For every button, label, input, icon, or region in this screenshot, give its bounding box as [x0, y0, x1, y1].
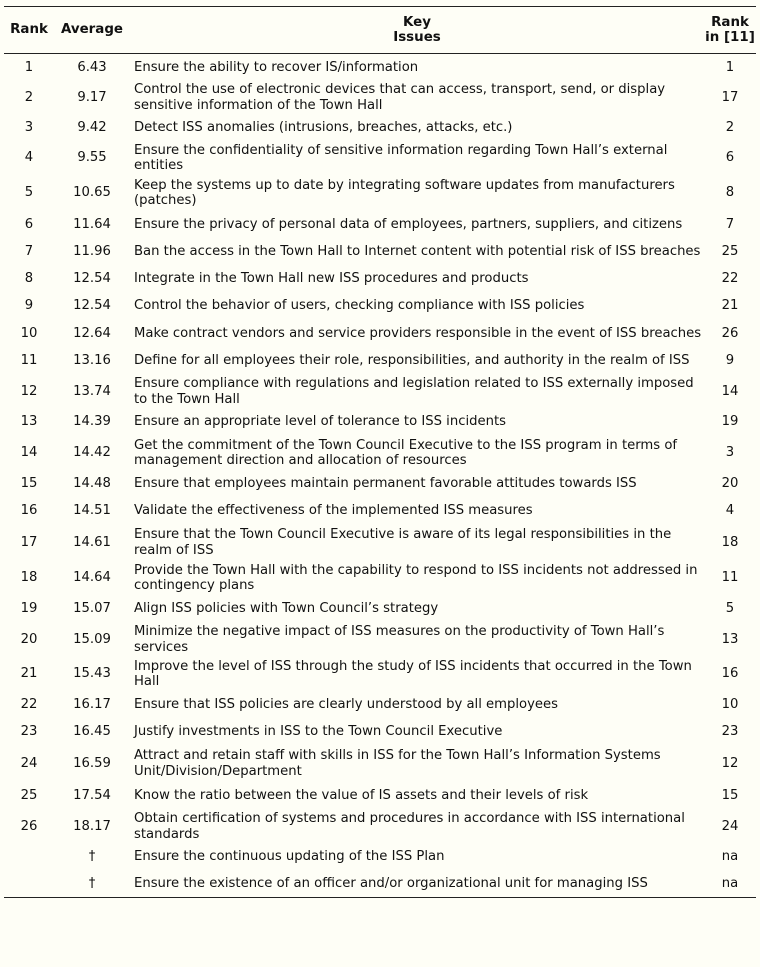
- rank-cell: 7: [24, 244, 34, 260]
- ref-rank-cell: 4: [725, 503, 735, 519]
- average-cell: 15.09: [73, 631, 111, 647]
- average-cell: 12.54: [73, 298, 111, 314]
- table-row: [4, 844, 756, 871]
- issue-cell: Provide the Town Hall with the capability to respond to ISS incidents not addressed in contingency plans: [134, 562, 698, 593]
- ref-rank-cell: 8: [725, 185, 735, 201]
- rank-cell: 11: [20, 353, 38, 369]
- average-cell: 12.54: [73, 271, 111, 287]
- average-cell: 18.17: [73, 818, 111, 834]
- ref-rank-cell: na: [721, 849, 739, 865]
- table-row: [4, 871, 756, 898]
- table-row: [4, 525, 756, 561]
- issue-cell: Validate the effectiveness of the implemented ISS measures: [134, 503, 533, 519]
- table-row: [4, 719, 756, 746]
- rank-cell: 13: [20, 414, 38, 430]
- rank-cell: 25: [20, 787, 38, 803]
- issue-cell: Ensure that employees maintain permanent favorable attitudes towards ISS: [134, 476, 637, 492]
- ref-rank-cell: 26: [721, 325, 739, 341]
- rank-cell: 20: [20, 631, 38, 647]
- ref-rank-cell: 3: [725, 445, 735, 461]
- rank-cell: 2: [24, 89, 34, 105]
- ref-rank-cell: na: [721, 876, 739, 891]
- rank-cell: 12: [20, 383, 38, 399]
- rank-cell: [4, 871, 54, 898]
- ref-rank-cell: 12: [721, 755, 739, 771]
- issue-cell: Attract and retain staff with skills in ISS for the Town Hall’s Information Systems Unit/Division/Department: [134, 748, 661, 779]
- average-cell: 9.55: [77, 150, 107, 166]
- table-row: [4, 239, 756, 266]
- ref-rank-cell: 15: [721, 787, 739, 803]
- table-row: [4, 81, 756, 115]
- rank-cell: [4, 844, 54, 871]
- issue-cell: Ensure the privacy of personal data of employees, partners, suppliers, and citizens: [134, 217, 683, 233]
- ref-rank-cell: 13: [721, 631, 739, 647]
- issue-cell: Ensure the continuous updating of the ISS Plan: [134, 849, 445, 865]
- key-issues-table: [4, 6, 756, 898]
- table-row: [4, 115, 756, 142]
- ref-rank-cell: 1: [725, 59, 735, 75]
- issue-cell: Improve the level of ISS through the study of ISS incidents that occurred in the Town Hall: [134, 658, 692, 689]
- average-cell: 11.96: [73, 244, 111, 260]
- issue-cell: Ensure compliance with regulations and legislation related to ISS externally imposed to the Town Hall: [134, 376, 694, 407]
- table-row: [4, 375, 756, 409]
- issue-cell: Justify investments in ISS to the Town Council Executive: [134, 724, 503, 740]
- rank-cell: 4: [24, 150, 34, 166]
- rank-cell: 6: [24, 217, 34, 233]
- table-body: [4, 54, 756, 898]
- average-cell: 14.64: [73, 570, 111, 586]
- table-row: [4, 142, 756, 175]
- table-row: [4, 561, 756, 596]
- average-cell: †: [88, 849, 96, 865]
- table-row: [4, 293, 756, 320]
- ref-rank-cell: 16: [721, 666, 739, 682]
- table-header: [4, 7, 756, 54]
- rank-cell: 8: [24, 271, 34, 287]
- issue-cell: Control the behavior of users, checking compliance with ISS policies: [134, 298, 585, 314]
- average-cell: 12.64: [73, 325, 111, 341]
- ref-rank-cell: 19: [721, 414, 739, 430]
- table-row: [4, 657, 756, 692]
- table-row: [4, 436, 756, 471]
- table-row: [4, 409, 756, 436]
- header-key-line2: Issues: [393, 30, 441, 45]
- average-cell: 10.65: [73, 185, 111, 201]
- average-cell: 16.17: [73, 697, 111, 713]
- rank-cell: 16: [20, 503, 38, 519]
- table-row: [4, 692, 756, 719]
- average-cell: 6.43: [77, 59, 107, 75]
- rank-cell: 17: [20, 534, 38, 550]
- ref-rank-cell: 23: [721, 724, 739, 740]
- average-cell: 9.42: [77, 120, 107, 136]
- header-ref-line1: Rank: [711, 14, 749, 30]
- rank-cell: 21: [20, 666, 38, 682]
- average-cell: 16.45: [73, 724, 111, 740]
- table-row: [4, 320, 756, 348]
- rank-cell: 26: [20, 818, 38, 834]
- average-cell: 14.51: [73, 503, 111, 519]
- header-ref-line2: in [11]: [705, 30, 755, 45]
- header-average: Average: [60, 22, 123, 38]
- ref-rank-cell: 22: [721, 271, 739, 287]
- ref-rank-cell: 5: [725, 601, 735, 617]
- ref-rank-cell: 7: [725, 217, 735, 233]
- table-row: [4, 175, 756, 212]
- rank-cell: 18: [20, 570, 38, 586]
- issue-cell: Obtain certification of systems and procedures in accordance with ISS international standards: [134, 811, 685, 842]
- average-cell: 17.54: [73, 787, 111, 803]
- issue-cell: Detect ISS anomalies (intrusions, breaches, attacks, etc.): [134, 120, 513, 136]
- average-cell: 11.64: [73, 217, 111, 233]
- table-row: [4, 623, 756, 657]
- rank-cell: 3: [24, 120, 34, 136]
- table-row: [4, 782, 756, 810]
- issue-cell: Know the ratio between the value of IS assets and their levels of risk: [134, 787, 589, 803]
- average-cell: †: [88, 876, 96, 891]
- issue-cell: Ensure the confidentiality of sensitive information regarding Town Hall’s external entities: [134, 142, 668, 173]
- rank-cell: 14: [20, 445, 38, 461]
- table-row: [4, 54, 756, 81]
- issue-cell: Minimize the negative impact of ISS measures on the productivity of Town Hall’s services: [134, 624, 665, 655]
- table-row: [4, 348, 756, 375]
- issue-cell: Ensure an appropriate level of tolerance to ISS incidents: [134, 414, 506, 430]
- issue-cell: Define for all employees their role, responsibilities, and authority in the realm of ISS: [134, 353, 690, 369]
- issue-cell: Align ISS policies with Town Council’s strategy: [134, 601, 439, 617]
- ref-rank-cell: 18: [721, 534, 739, 550]
- ref-rank-cell: 14: [721, 383, 739, 399]
- issue-cell: Ensure the ability to recover IS/information: [134, 59, 419, 75]
- ref-rank-cell: 24: [721, 818, 739, 834]
- ref-rank-cell: 10: [721, 697, 739, 713]
- table-row: [4, 596, 756, 623]
- table-row: [4, 498, 756, 525]
- average-cell: 14.61: [73, 534, 111, 550]
- table-row: [4, 810, 756, 844]
- average-cell: 14.48: [73, 476, 111, 492]
- average-cell: 13.16: [73, 353, 111, 369]
- table-row: [4, 746, 756, 782]
- issue-cell: Control the use of electronic devices that can access, transport, send, or display sensitive information of the Town Hall: [134, 82, 666, 113]
- table-row: [4, 266, 756, 293]
- header-key-issues: [130, 7, 704, 54]
- average-cell: 15.43: [73, 666, 111, 682]
- issue-cell: Ensure that ISS policies are clearly understood by all employees: [134, 697, 559, 713]
- rank-cell: 19: [20, 601, 38, 617]
- header-rank-ref: [704, 7, 756, 54]
- ref-rank-cell: 25: [721, 244, 739, 260]
- rank-cell: 9: [24, 298, 34, 314]
- ref-rank-cell: 2: [725, 120, 735, 136]
- ref-rank-cell: 9: [725, 353, 735, 369]
- issue-cell: Get the commitment of the Town Council Executive to the ISS program in terms of management direction and allocation of resources: [134, 437, 678, 468]
- issue-cell: Ensure that the Town Council Executive is aware of its legal responsibilities in the realm of ISS: [134, 527, 672, 558]
- rank-cell: 10: [20, 325, 38, 341]
- ref-rank-cell: 6: [725, 150, 735, 166]
- ref-rank-cell: 20: [721, 476, 739, 492]
- rank-cell: 5: [24, 185, 34, 201]
- average-cell: 13.74: [73, 383, 111, 399]
- average-cell: 14.42: [73, 445, 111, 461]
- average-cell: 9.17: [77, 89, 107, 105]
- average-cell: 15.07: [73, 601, 111, 617]
- rank-cell: 22: [20, 697, 38, 713]
- ref-rank-cell: 21: [721, 298, 739, 314]
- issue-cell: Integrate in the Town Hall new ISS procedures and products: [134, 271, 529, 287]
- rank-cell: 15: [20, 476, 38, 492]
- header-rank: Rank: [10, 22, 48, 38]
- table-row: [4, 212, 756, 239]
- issue-cell: Ensure the existence of an officer and/or organizational unit for managing ISS: [134, 876, 648, 891]
- rank-cell: 24: [20, 755, 38, 771]
- rank-cell: 1: [24, 59, 34, 75]
- issue-cell: Make contract vendors and service providers responsible in the event of ISS breaches: [134, 325, 702, 341]
- table-row: [4, 471, 756, 498]
- issue-cell: Keep the systems up to date by integrating software updates from manufacturers (patches): [134, 177, 675, 208]
- average-cell: 16.59: [73, 755, 111, 771]
- header-key-line1: Key: [403, 14, 431, 30]
- rank-cell: 23: [20, 724, 38, 740]
- ref-rank-cell: 17: [721, 89, 739, 105]
- average-cell: 14.39: [73, 414, 111, 430]
- ref-rank-cell: 11: [721, 570, 739, 586]
- issue-cell: Ban the access in the Town Hall to Internet content with potential risk of ISS breaches: [134, 244, 701, 260]
